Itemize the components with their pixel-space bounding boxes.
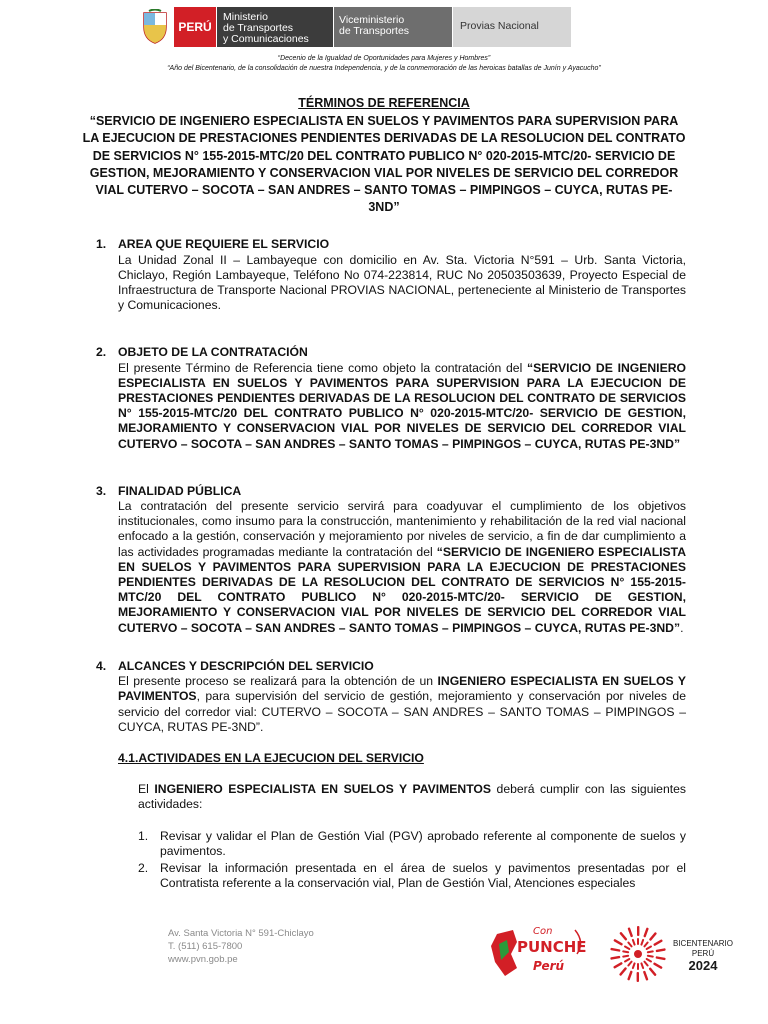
- peru-coat-of-arms-icon: [138, 7, 172, 47]
- section-finalidad: [82, 484, 686, 636]
- section-heading: OBJETO DE LA CONTRATACIÓN: [118, 345, 308, 360]
- decenio-motto: “Decenio de la Igualdad de Oportunidades para Mujeres y Hombres”: [277, 55, 491, 62]
- con-punche-peru-logo: [487, 920, 587, 982]
- section-heading: AREA QUE REQUIERE EL SERVICIO: [118, 237, 330, 252]
- section-paragraph: La contratación del presente servicio servirá para coadyuvar el cumplimiento de los objetivos institucionales, como insumo para la construcción, mantenimiento y rehabilitación de la red vial nacional enfocado a la gestión, conservación y mejoramiento por niveles de servicio, a fin de dar cumplimiento a las actividades programadas mediante la contratación del “SERVICIO DE INGENIERO ESPECIALISTA EN SUELOS Y PAVIMENTOS PARA SUPERVISION PARA LA EJECUCION DE PRESTACIONES PENDIENTES DERIVADAS DE LA RESOLUCION DEL CONTRATO DE SERVICIOS N° 155-2015-MTC/20 DEL CONTRATO PUBLICO N° 020-2015-MTC/20- SERVICIO DE GESTION, MEJORAMIENTO Y CONSERVACION VIAL POR NIVELES DE SERVICIO DEL CORREDOR VIAL CUTERVO – SOCOTA – SAN ANDRES – SANTO TOMAS – PIMPINGOS – CUYCA, RUTAS PE-3ND”.: [118, 499, 686, 635]
- section-area: [82, 237, 686, 313]
- ministry-label: Ministerio de Transportes y Comunicaciones: [217, 7, 333, 47]
- section-objeto: [82, 345, 686, 451]
- section-paragraph: El presente Término de Referencia tiene como objeto la contratación del “SERVICIO DE INGENIERO ESPECIALISTA EN SUELOS Y PAVIMENTOS PARA SUPERVISION PARA LA EJECUCION DE PRESTACIONES PENDIENTES DERIVADAS DE LA RESOLUCION DEL CONTRATO DE SERVICIOS N° 155-2015-MTC/20 DEL CONTRATO PUBLICO N° 020-2015-MTC/20- SERVICIO DE GESTION, MEJORAMIENTO Y CONSERVACION VIAL POR NIVELES DE SERVICIO DEL CORREDOR VIAL CUTERVO – SOCOTA – SAN ANDRES – SANTO TOMAS – PIMPINGOS – CUYCA, RUTAS PE-3ND”: [118, 360, 686, 451]
- section-alcances: [82, 659, 686, 735]
- bicentenario-label: BICENTENARIO PERÚ 2024: [672, 939, 733, 973]
- provias-label: Provias Nacional: [453, 7, 571, 47]
- list-item: 2. Revisar la información presentada en el área de suelos y pavimentos presentadas por el Contratista referente a la conservación vial, Plan de Gestión Vial, Atenciones especiales: [138, 860, 686, 891]
- footer-phone: T. (511) 615-7800: [168, 941, 243, 952]
- section-number: 3.: [96, 483, 107, 498]
- section-paragraph: La Unidad Zonal II – Lambayeque con domicilio en Av. Sta. Victoria N°591 – Urb. Santa Victoria, Chiclayo, Región Lambayeque, Teléfono No 074-223814, RUC No 20503503639, Proyecto Especial de Infraestructura de Transporte Nacional PROVIAS NACIONAL, perteneciente al Ministerio de Transportes y Comunicaciones.: [118, 252, 686, 313]
- subsection-paragraph: El INGENIERO ESPECIALISTA EN SUELOS Y PAVIMENTOS deberá cumplir con las siguientes actividades:: [138, 782, 686, 812]
- viceministry-label: Viceministerio de Transportes: [334, 7, 452, 47]
- section-heading: FINALIDAD PÚBLICA: [118, 483, 242, 498]
- section-paragraph: El presente proceso se realizará para la obtención de un INGENIERO ESPECIALISTA EN SUELOS Y PAVIMENTOS, para supervisión del servicio de gestión, mejoramiento y conservación por niveles de servicio del corredor vial: CUTERVO – SOCOTA – SAN ANDRES – SANTO TOMAS – PIMPINGOS – CUYCA, RUTAS PE-3ND”.: [118, 674, 686, 734]
- activities-list: [82, 829, 686, 892]
- footer-website: www.pvn.gob.pe: [168, 954, 238, 965]
- svg-text:PUNCHE: PUNCHE: [517, 938, 587, 956]
- footer-address: Av. Santa Victoria N° 591-Chiclayo: [168, 928, 314, 939]
- document-title: TÉRMINOS DE REFERENCIA: [298, 96, 470, 110]
- header-logo-bar: [138, 7, 571, 47]
- list-item: 1. Revisar y validar el Plan de Gestión Vial (PGV) aprobado referente al componente de suelos y pavimentos.: [138, 828, 686, 858]
- section-heading: ALCANCES Y DESCRIPCIÓN DEL SERVICIO: [118, 658, 374, 673]
- section-number: 4.: [96, 658, 107, 673]
- subsection-heading: 4.1.ACTIVIDADES EN LA EJECUCION DEL SERVICIO: [118, 750, 424, 765]
- document-body: [82, 96, 686, 893]
- year-motto: “Año del Bicentenario, de la consolidación de nuestra Independencia, y de la conmemoración de las heroicas batallas de Junín y Ayacucho”: [167, 65, 601, 72]
- svg-text:Perú: Perú: [533, 959, 565, 973]
- section-number: 2.: [96, 345, 107, 360]
- bicentenario-emblem-icon: [608, 924, 668, 984]
- svg-text:Con: Con: [533, 926, 553, 937]
- document-subtitle: “SERVICIO DE INGENIERO ESPECIALISTA EN SUELOS Y PAVIMENTOS PARA SUPERVISION PARA LA EJECUCION DE PRESTACIONES PENDIENTES DERIVADAS DE LA RESOLUCION DEL CONTRATO DE SERVICIOS N° 155-2015-MTC/20 DEL CONTRATO PUBLICO N° 020-2015-MTC/20- SERVICIO DE GESTION, MEJORAMIENTO Y CONSERVACION VIAL POR NIVELES DE SERVICIO DEL CORREDOR VIAL CUTERVO – SOCOTA – SAN ANDRES – SANTO TOMAS – PIMPINGOS – CUYCA, RUTAS PE-3ND”: [82, 114, 686, 215]
- section-number: 1.: [96, 237, 107, 252]
- footer-contact: [168, 927, 314, 966]
- subsection-actividades: [82, 751, 686, 766]
- peru-brand: PERÚ: [174, 7, 216, 47]
